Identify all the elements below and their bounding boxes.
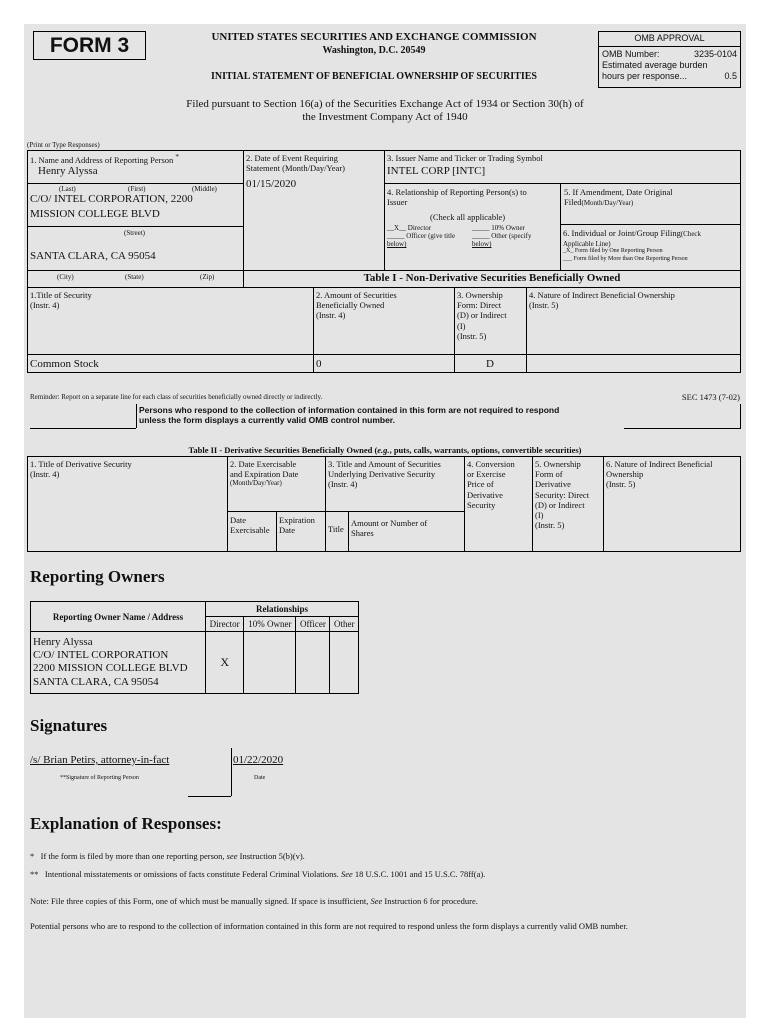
reporting-person-name: Henry Alyssa	[38, 165, 98, 177]
one-person-option: _X_ Form filed by One Reporting Person	[563, 248, 663, 254]
table2-col3-header: 3. Title and Amount of Securities Underlying Derivative Security (Instr. 4)	[328, 459, 441, 490]
more-persons-option: ___ Form filed by More than One Reporting Person	[563, 256, 688, 262]
reporting-address-line2: MISSION COLLEGE BLVD	[30, 208, 160, 220]
ownership-form-cell: D	[486, 358, 494, 370]
table2-title: Table II - Derivative Securities Beneficially Owned (e.g., puts, calls, warrants, options, convertible securities)	[188, 445, 582, 455]
footnote-2: ** Intentional misstatements or omissions of facts constitute Federal Criminal Violations. See 18 U.S.C. 1001 and 15 U.S.C. 78ff(a).	[30, 869, 486, 879]
ten-percent-option: _____ 10% Owner	[472, 224, 525, 232]
table1-col1-header: 1.Title of Security (Instr. 4)	[30, 290, 92, 311]
form-label: FORM 3	[33, 31, 146, 60]
omb-burden-label: Estimated average burden	[602, 60, 708, 70]
potential-persons-note: Potential persons who are to respond to the collection of information contained in this form are not required to respond unless the form displays a currently valid OMB number.	[30, 921, 628, 931]
city-caption: (City)	[57, 273, 74, 281]
reporting-owners-table	[30, 601, 359, 694]
officer-header: Officer	[296, 617, 330, 632]
box1-label: 1. Name and Address of Reporting Person *	[30, 153, 179, 165]
signature-date: 01/22/2020	[233, 754, 284, 766]
agency-name: UNITED STATES SECURITIES AND EXCHANGE COMMISSION	[211, 31, 537, 43]
other-mark	[330, 632, 359, 694]
other-option: _____ Other (specify	[472, 232, 532, 240]
table2-col1-header: 1. Title of Derivative Security (Instr. 4)	[30, 459, 132, 480]
director-option: __X__ Director	[387, 224, 432, 232]
state-caption: (State)	[125, 273, 144, 281]
statement-title: INITIAL STATEMENT OF BENEFICIAL OWNERSHIP OF SECURITIES	[210, 71, 537, 82]
reporting-owners-heading: Reporting Owners	[30, 567, 165, 586]
owner-name-header: Reporting Owner Name / Address	[31, 602, 206, 632]
table1-title: Table I - Non-Derivative Securities Beneficially Owned	[363, 272, 621, 284]
security-title-cell: Common Stock	[30, 358, 99, 370]
amount-cell: 0	[316, 358, 322, 370]
ten-percent-header: 10% Owner	[244, 617, 296, 632]
form-sheet	[24, 24, 746, 1018]
relationships-header: Relationships	[206, 602, 359, 617]
reporting-city-line: SANTA CLARA, CA 95054	[30, 250, 156, 262]
print-note: (Print or Type Responses)	[27, 141, 100, 149]
box3-label: 3. Issuer Name and Ticker or Trading Symbol	[387, 153, 543, 163]
table-row	[31, 632, 359, 694]
box4-label: 4. Relationship of Reporting Person(s) to Issuer	[387, 187, 527, 208]
table2-col2b-header: Expiration Date	[279, 515, 315, 536]
zip-caption: (Zip)	[200, 273, 215, 281]
middle-caption: (Middle)	[192, 185, 217, 193]
signature-text: /s/ Brian Petirs, attorney-in-fact	[30, 754, 170, 766]
event-date: 01/15/2020	[246, 178, 297, 190]
file-copies-note: Note: File three copies of this Form, one of which must be manually signed. If space is insufficient, See Instruction 6 for procedure.	[30, 896, 478, 906]
omb-number-value: 3235-0104	[693, 49, 737, 59]
table1-col2-header: 2. Amount of Securities Beneficially Owned (Instr. 4)	[316, 290, 397, 321]
omb-hours-label: hours per response...	[602, 71, 688, 81]
table2-col2a-header: Date Exercisable	[230, 515, 270, 536]
omb-hours-value: 0.5	[724, 71, 737, 81]
agency-location: Washington, D.C. 20549	[322, 45, 426, 56]
check-all-applicable: (Check all applicable)	[430, 212, 506, 222]
owner-name-address: Henry Alyssa C/O/ INTEL CORPORATION 2200 MISSION COLLEGE BLVD SANTA CLARA, CA 95054	[31, 632, 206, 694]
table2-col6-header: 6. Nature of Indirect Beneficial Ownership (Instr. 5)	[606, 459, 713, 490]
box2-label: 2. Date of Event Requiring Statement (Month/Day/Year)	[246, 153, 345, 174]
reporting-address-line1: C/O/ INTEL CORPORATION, 2200	[30, 193, 193, 205]
explanation-heading: Explanation of Responses:	[30, 814, 222, 833]
director-mark: X	[206, 632, 244, 694]
table1-col3-header: 3. Ownership Form: Direct (D) or Indirect (I) (Instr. 5)	[457, 290, 507, 341]
applicable-line: Applicable Line)	[563, 240, 611, 248]
ten-percent-mark	[244, 632, 296, 694]
other-header: Other	[330, 617, 359, 632]
omb-number-label: OMB Number:	[602, 49, 660, 59]
date-caption: Date	[254, 775, 266, 781]
last-caption: (Last)	[59, 185, 76, 193]
sec-code: SEC 1473 (7-02)	[681, 392, 740, 402]
table2-col4-header: 4. Conversion or Exercise Price of Derivative Security	[467, 459, 515, 510]
box5-label: 5. If Amendment, Date Original Filed(Month/Day/Year)	[564, 187, 673, 208]
table2-col2-header: 2. Date Exercisable and Expiration Date (Month/Day/Year)	[230, 459, 299, 488]
first-caption: (First)	[128, 185, 146, 193]
street-caption: (Street)	[124, 229, 145, 237]
omb-title: OMB APPROVAL	[634, 33, 705, 43]
footnote-1: * If the form is filed by more than one reporting person, see Instruction 5(b)(v).	[30, 851, 305, 861]
table2-col5-header: 5. Ownership Form of Derivative Security: Direct (D) or Indirect (I) (Instr. 5)	[535, 459, 590, 531]
signature-caption: **Signature of Reporting Person	[60, 775, 139, 781]
issuer-name: INTEL CORP [INTC]	[387, 165, 486, 177]
table2-col3b-header: Amount or Number of Shares	[351, 518, 428, 539]
signatures-heading: Signatures	[30, 716, 108, 735]
box6-label: 6. Individual or Joint/Group Filing(Check	[563, 228, 702, 238]
persons-notice: Persons who respond to the collection of information contained in this form are not required to respond unless the form displays a currently valid OMB control number.	[139, 405, 560, 426]
director-header: Director	[206, 617, 244, 632]
filed-pursuant-line2: the Investment Company Act of 1940	[302, 111, 468, 123]
reminder-text: Reminder: Report on a separate line for each class of securities beneficially owned directly or indirectly.	[30, 393, 323, 401]
officer-below: below)	[387, 240, 407, 248]
officer-option: _____ Officer (give title	[387, 232, 456, 240]
filed-pursuant-line1: Filed pursuant to Section 16(a) of the Securities Exchange Act of 1934 or Section 30(h) of	[186, 98, 584, 110]
other-below: below)	[472, 240, 492, 248]
officer-mark	[296, 632, 330, 694]
table1-col4-header: 4. Nature of Indirect Beneficial Ownership (Instr. 5)	[529, 290, 675, 311]
table2-col3a-header: Title	[328, 524, 344, 534]
